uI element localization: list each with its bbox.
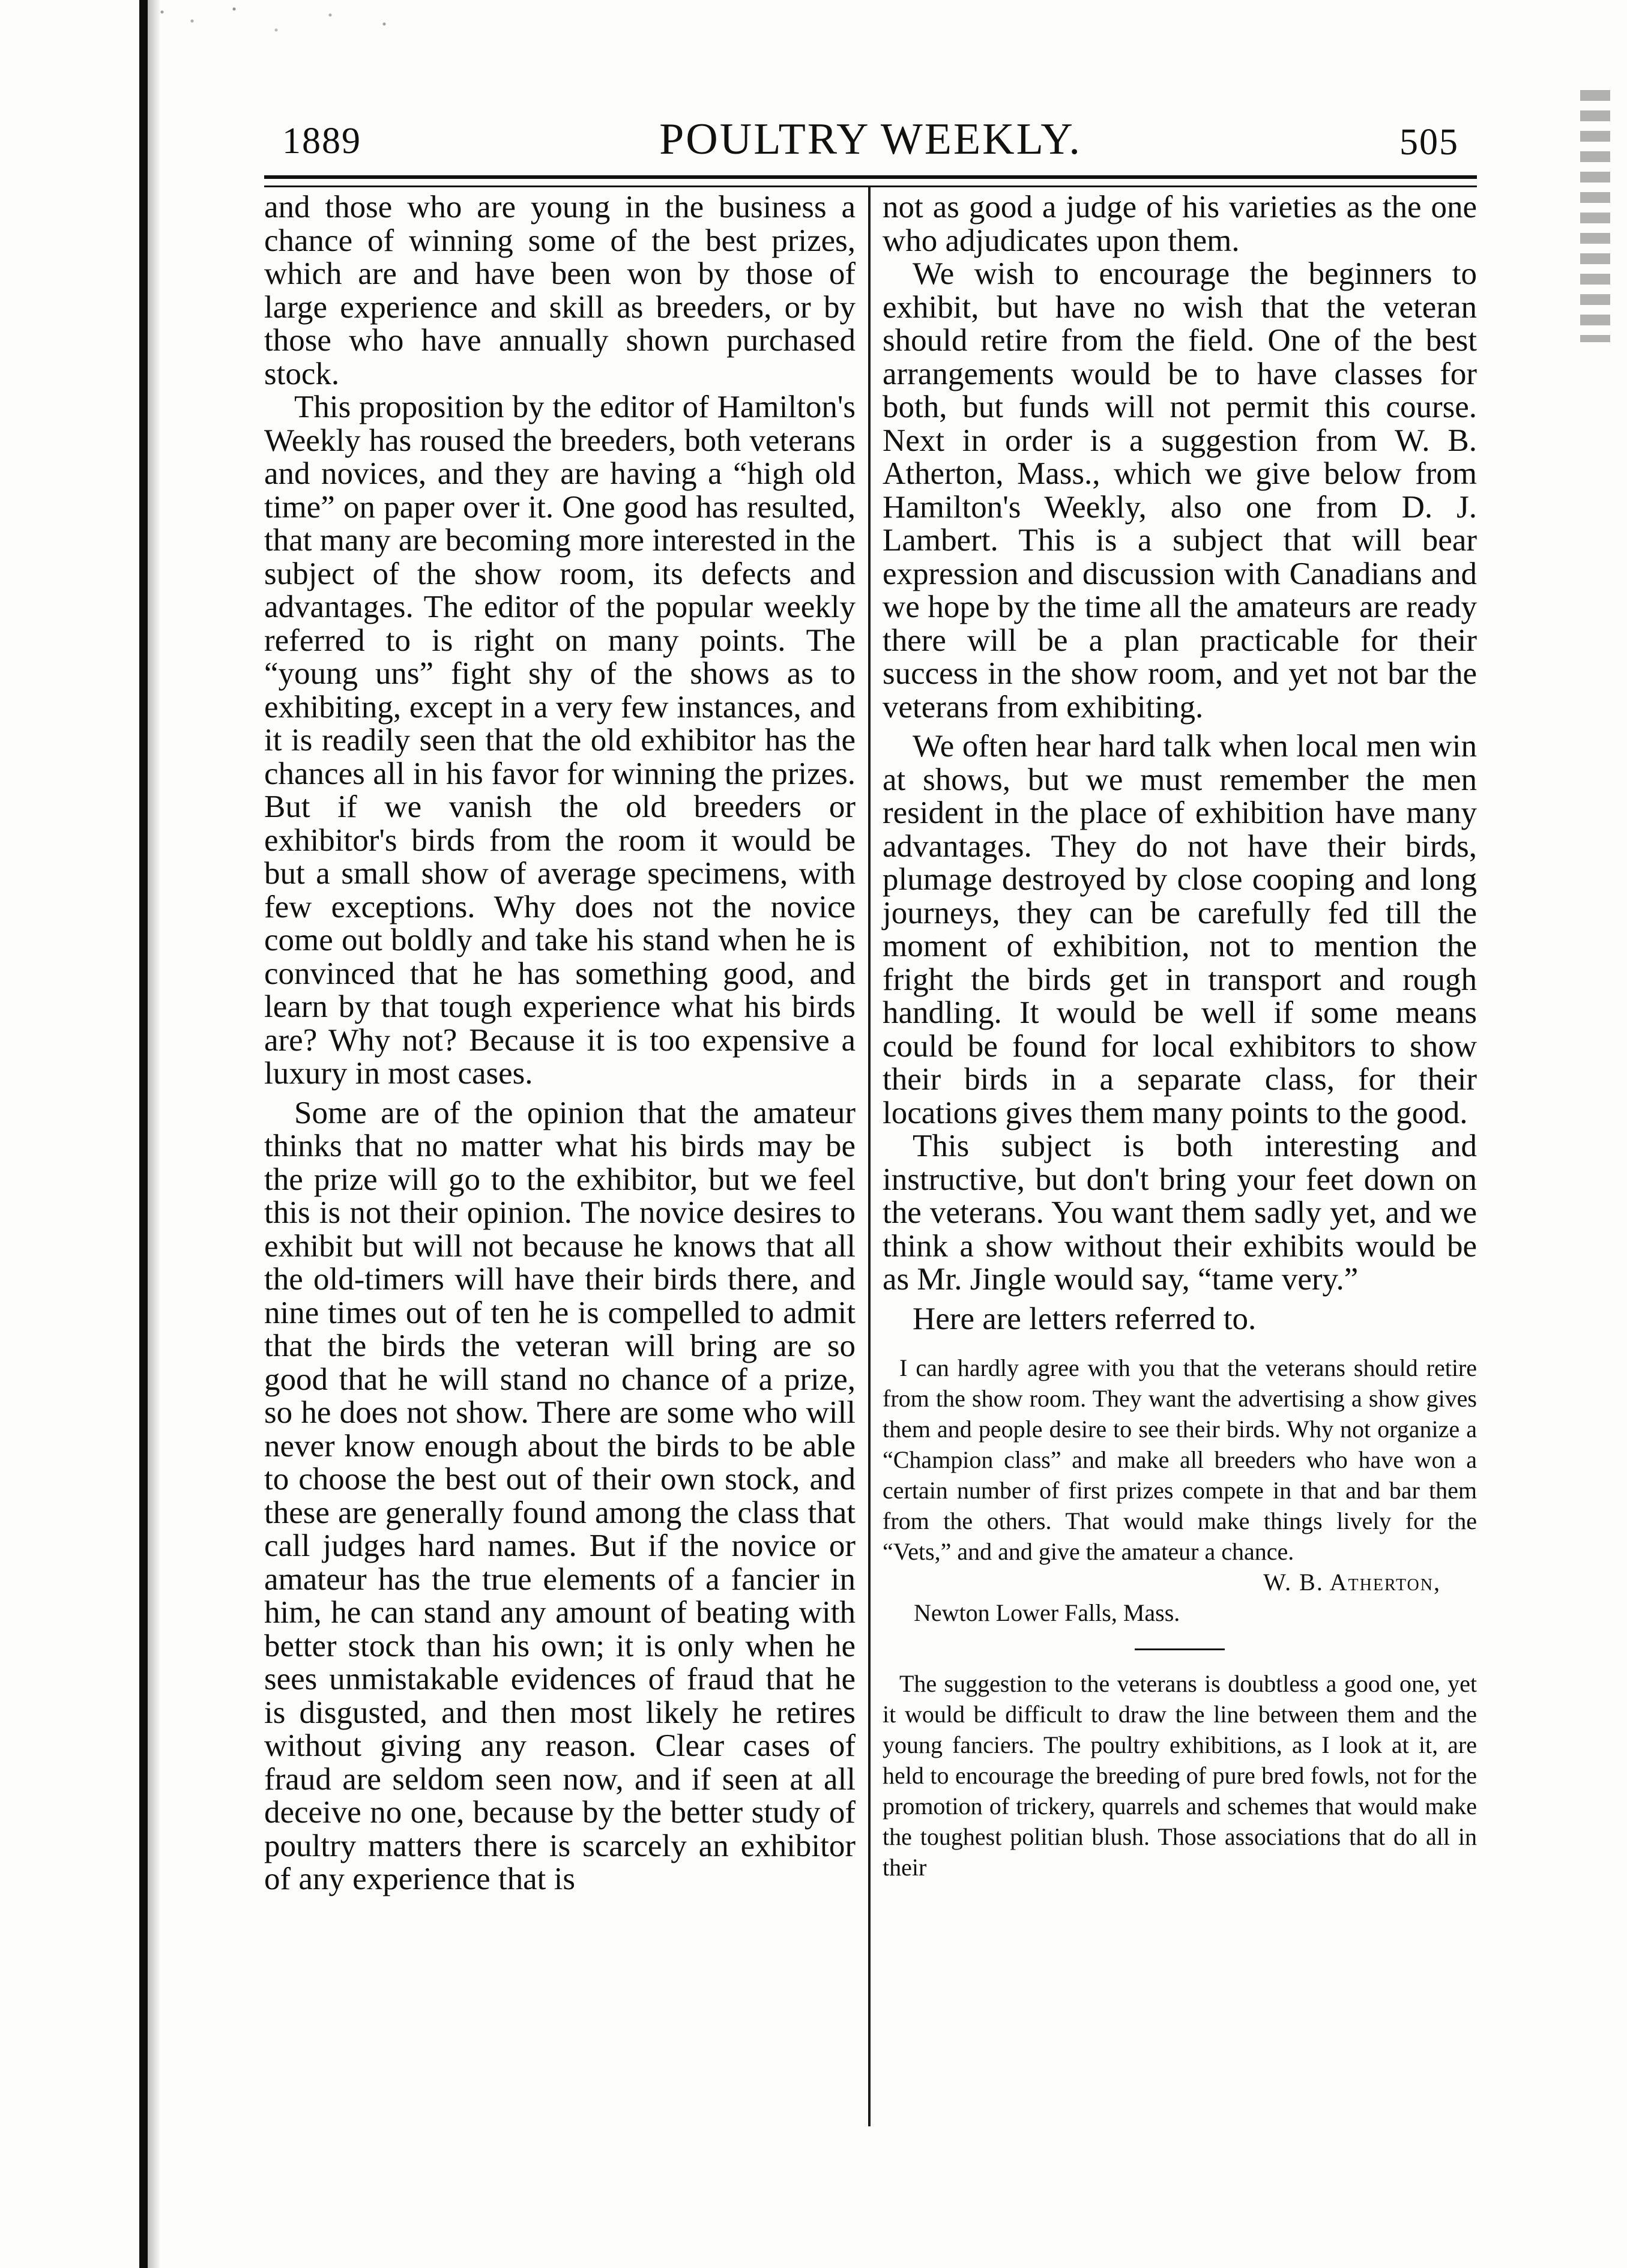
binding-shadow — [148, 0, 161, 2268]
letter-lambert-body: The suggestion to the veterans is doubtless a good one, yet it would be difficult to draw the line between them and the young fanciers. The poultry exhibitions, as I look at it, are held to encourage the breeding of pure bred fowls, not for the promotion of trickery, quarrels and schemes that would make the toughest politian blush. Those associations that do all in their — [883, 1670, 1477, 1881]
letter-atherton-location: Newton Lower Falls, Mass. — [914, 1599, 1180, 1626]
header-year: 1889 — [282, 121, 361, 161]
letter-separator-rule — [1135, 1648, 1225, 1650]
running-header — [276, 114, 1465, 174]
right-column — [883, 191, 1477, 1883]
right-paragraph-subject: This subject is both interesting and instructive, but don't bring your feet down on the veterans. You want them sadly yet, and we think a show without their exhibits would be as Mr. Jingle would say, “tame very.” — [883, 1129, 1477, 1297]
print-specks — [150, 0, 402, 54]
right-paragraph-encourage: We wish to encourage the beginners to exhibit, but have no wish that the veteran should retire from the field. One of the best arrangements would be to have classes for both, but funds will not permit this course. Next in order is a suggestion from W. B. Atherton, Mass., which we give below from Hamilton's Weekly, also one from D. J. Lambert. This is a subject that will bear expression and discussion with Canadians and we hope by the time all the amateurs are ready there will be a plan practicable for their success in the show room, and yet not bar the veterans from exhibiting. — [883, 256, 1477, 725]
right-paragraph-local-men: We often hear hard talk when local men win at shows, but we must remember the men resident in the place of exhibition have many advantages. They do not have their birds, plumage destroyed by close cooping and long journeys, they can be carefully fed till the moment of exhibition, not to mention the fright the birds get in transport and rough handling. It would be well if some means could be found for local exhibitors to show their birds in a separate class, for their locations gives them many points to the good. — [883, 729, 1477, 1130]
header-double-rule — [264, 175, 1477, 187]
left-paragraph-opinion: Some are of the opinion that the amateur thinks that no matter what his birds may be the prize will go to the exhibitor, but we feel this is not their opinion. The novice desires to exhibit but will not because he knows that all the old-timers will have their birds there, and nine times out of ten he is compelled to admit that the birds the veteran will bring are so good that he will stand no chance of a prize, so he does not show. There are some who will never know enough about the birds to be able to choose the best out of their own stock, and these are generally found among the class that call judges hard names. But if the novice or amateur has the true elements of a fancier in him, he can stand any amount of beating with better stock than his own; it is only when he sees unmistakable evidences of fraud that he is disgusted, and then most likely he retires without giving any reason. Clear cases of fraud are seldom seen now, and if seen at all deceive no one, because by the better study of poultry matters there is scarcely an exhibitor of any experience that is — [264, 1095, 856, 1896]
letter-atherton — [883, 1353, 1477, 1567]
left-column — [264, 191, 856, 1896]
page-binding-edge — [139, 0, 148, 2268]
letter-lambert — [883, 1668, 1477, 1883]
right-paragraph-letters-intro: Here are letters referred to. — [913, 1301, 1257, 1336]
column-divider — [868, 187, 871, 2126]
left-paragraph-continued: and those who are young in the business a chance of winning some of the best prizes, which are and have been won by those of large experience and skill as breeders, or by those who have annually shown purchased stock. — [264, 190, 856, 391]
letter-atherton-signature: W. B. Atherton, — [1263, 1569, 1441, 1596]
left-paragraph-proposition: This proposition by the editor of Hamilton's Weekly has roused the breeders, both veterans and novices, and they are having a “high old time” on paper over it. One good has resulted, that many are becoming more interested in the subject of the show room, its defects and advantages. The editor of the popular weekly referred to is right on many points. The “young uns” fight shy of the shows as to exhibiting, except in a very few instances, and it is readily seen that the old exhibitor has the chances all in his favor for winning the prizes. But if we vanish the old breeders or exhibitor's birds from the room it would be but a small show of average specimens, with few exceptions. Why does not the novice come out boldly and take his stand when he is convinced that he has something good, and learn by that tough experience what his birds are? Why not? Because it is too expensive a luxury in most cases. — [264, 390, 856, 1091]
page-number: 505 — [1399, 122, 1459, 163]
letter-atherton-body: I can hardly agree with you that the veterans should retire from the show room. They want the advertising a show gives them and people desire to see their birds. Why not organize a “Champion class” and make all breeders who have won a certain number of first prizes compete in that and bar them from the others. That would make things lively for the “Vets,” and and give the amateur a chance. — [883, 1354, 1477, 1565]
bleed-through-marks — [1580, 90, 1610, 342]
publication-title: POULTRY WEEKLY. — [659, 115, 1082, 164]
right-paragraph-continued: not as good a judge of his varieties as the one who adjudicates upon them. — [883, 190, 1477, 258]
